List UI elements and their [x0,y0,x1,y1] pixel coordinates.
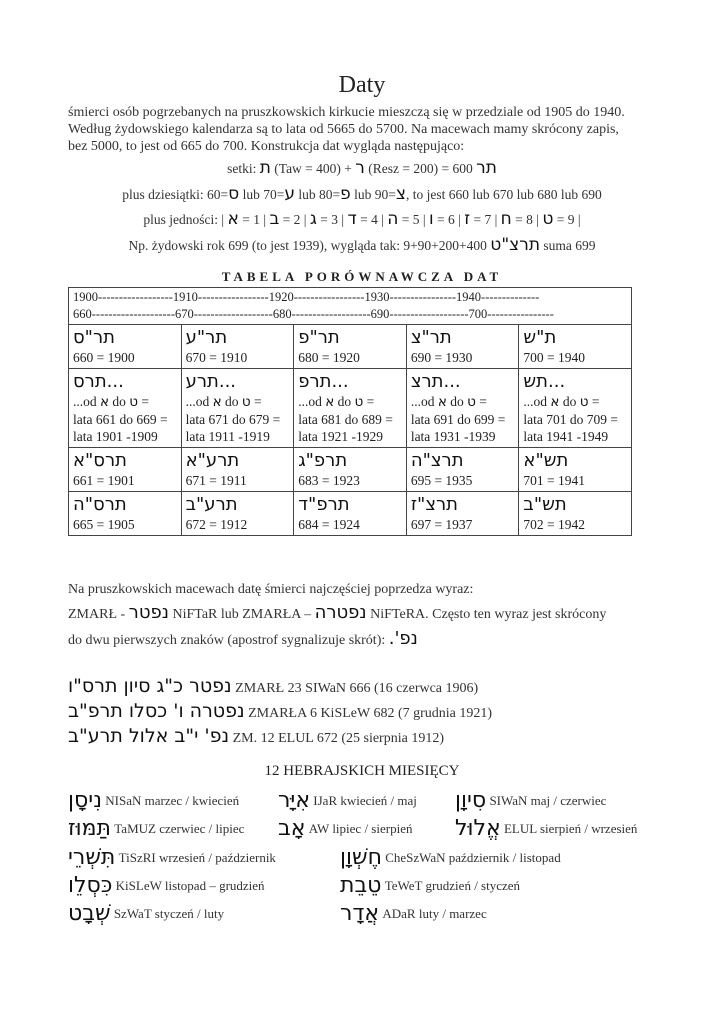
note-line-2 [68,603,606,625]
table-cell [519,448,632,492]
table-title: TABELA PORÓWNAWCZA DAT [221,269,503,284]
months-title: 12 HEBRAJSKICH MIESIĘCY [264,763,460,779]
table-row-examples-1 [69,448,632,492]
table-cell [294,492,407,536]
table-cell [519,369,632,448]
table-cell [181,492,294,536]
plus-sign: + [344,161,352,176]
unit-value: = 7 [473,212,492,227]
table-cell [69,369,182,448]
unit-value: = 4 [360,212,378,227]
page-title: Daty [338,72,386,98]
example-hebrew: תרצ"ט [490,235,540,255]
example-1-hebrew: נפטר כ"ג סיון תרס"ו [68,675,232,697]
month-description: AW lipiec / sierpień [308,821,413,836]
cell-range-letters [411,393,515,411]
month-description: TaMUZ czerwiec / lipiec [114,821,245,836]
intro-line-3: bez 5000, to jest od 665 do 700. Konstrukcja dat wygląda następująco: [68,139,465,154]
table-cell [69,325,182,369]
table-cell [181,325,294,369]
range-od: ...od [73,394,97,409]
cell-year-equivalence: 660 = 1900 [73,350,135,365]
range-do: do [562,394,577,409]
dziesiatki-line [0,184,724,204]
unit-value: = 6 [437,212,455,227]
cell-year-equivalence: 700 = 1940 [523,350,586,365]
table-cell [181,369,294,448]
month-hebrew-name: טֵבֵת [340,873,382,898]
cell-range-letters [73,393,177,411]
alef-letter: א [550,394,560,410]
intro-line-1: śmierci osób pogrzebanych na pruszkowskich kirkucie mieszczą się w przedziale od 1905 do 1940. [68,105,625,120]
cell-year-equivalence: 671 = 1911 [185,473,247,488]
table-cell [69,492,182,536]
dziesiatki-label: plus dziesiątki: 60= [122,187,229,202]
note-abbr-text: do dwu pierwszych znaków (apostrof sygnalizuje skrót): [68,633,386,648]
cell-hebrew-date: תר"פ [298,327,340,348]
range-do: do [225,394,239,409]
example-row-1 [68,675,478,697]
taw-text: (Taw = 400) [274,161,341,176]
unit-letter: ב [269,209,280,229]
cell-hebrew-date: תרפ"ג [298,450,348,471]
example-2-hebrew: נפטרה ו' כסלו תרפ"ב [68,700,245,722]
unit-letter: ט [542,209,554,229]
month-item [278,788,417,813]
cell-year-equivalence: 665 = 1905 [73,517,135,532]
setki-equals: = 600 [441,161,473,176]
dziesiatki-lub-2: lub 80= [298,187,341,202]
month-description: TeWeT grudzień / styczeń [384,878,521,893]
month-item [68,845,276,870]
cell-year-equivalence: 670 = 1910 [185,350,248,365]
alef-letter: א [437,394,447,410]
note-line-3 [68,629,418,651]
cell-hebrew-date: ת"ש [523,327,557,348]
cell-hebrew-date: תרצ"ה [410,450,464,471]
cell-year-equivalence: 684 = 1924 [298,517,360,532]
dziesiatki-tail: , to jest 660 lub 670 lub 680 lub 690 [405,187,602,202]
intro-line-2: Według żydowskiego kalendarza są to lata od 5665 do 5700. Na macewach mamy skrócony zapis, [68,122,619,137]
range-od: ...od [410,394,435,409]
range-eq: = [591,394,600,409]
cell-hebrew-date: תרפ"ד [298,494,350,515]
table-row-examples-2 [69,492,632,536]
month-hebrew-name: אִיָּר [278,788,311,813]
setki-result: תר [476,158,497,178]
month-description: KiSLeW listopad – grudzień [115,878,265,893]
cell-hebrew-prefix: ...תרע [185,371,237,392]
unit-value: = 5 [401,212,420,227]
cell-range-letters [523,393,627,411]
cell-hebrew-date: תרע"ב [185,494,238,515]
samech-letter: ס [228,184,240,204]
unit-letter: ה [387,209,399,229]
month-item [68,901,224,926]
cell-hebrew-date: תרס"ה [73,494,127,515]
cell-hebrew-date: תש"א [523,450,569,471]
alef-letter: א [100,394,110,410]
note-tail: NiFTeRA. Często ten wyraz jest skrócony [370,607,607,622]
table-row-ranges [69,369,632,448]
cell-hebrew-date: תר"צ [410,327,452,348]
cell-year-equivalence: 690 = 1930 [410,350,473,365]
table-cell [69,448,182,492]
table-cell [406,492,519,536]
cell-hebrew-date: תר"ע [185,327,228,348]
range-eq: = [366,394,375,409]
month-hebrew-name: תַּמּוּז [68,816,112,841]
cell-hebrew-date: תש"ב [523,494,567,515]
jednosci-label: plus jedności: [143,212,219,227]
month-description: SIWaN maj / czerwiec [489,793,607,808]
cell-range-hebrew-years: lata 671 do 679 = [185,412,281,427]
cell-range-gregorian-years: lata 1901 -1909 [73,429,158,444]
cell-year-equivalence: 680 = 1920 [298,350,360,365]
tet-letter: ט [467,394,476,410]
setki-label: setki: [227,161,257,176]
abbr-word: נפ'. [388,628,418,649]
unit-value: = 2 [282,212,301,227]
range-eq: = [254,394,262,409]
month-hebrew-name: חֶשְׁוָן [340,845,382,870]
table-cell [519,492,632,536]
example-3-text: ZM. 12 ELUL 672 (25 sierpnia 1912) [232,731,444,746]
example-row-3 [68,725,444,747]
jednosci-line: plus jedności: | א = 1 | ב = 2 | ג = 3 | ד = 4 | ה = 5 | ו = 6 | ז = 7 | ח = 8 | ט = 9 | [143,209,581,229]
example-2-text: ZMARŁA 6 KiSLeW 682 (7 grudnia 1921) [248,706,493,721]
table-row-decades [69,325,632,369]
month-description: CheSzWaN październik / listopad [385,850,561,865]
example-line [0,235,724,255]
unit-letter: ג [309,209,317,229]
cell-year-equivalence: 701 = 1941 [523,473,586,488]
unit-letter: א [227,209,239,229]
cell-year-equivalence: 661 = 1901 [73,473,135,488]
comparison-table [68,287,632,536]
tet-letter: ט [241,394,251,410]
unit-letter: ו [428,209,434,229]
note-line-1: Na pruszkowskich macewach datę śmierci najczęściej poprzedza wyraz: [68,582,474,597]
cell-range-hebrew-years: lata 691 do 699 = [410,412,506,427]
month-hebrew-name: סִיוָן [455,788,487,813]
table-cell [294,325,407,369]
cell-range-letters [298,393,402,411]
cell-range-hebrew-years: lata 701 do 709 = [523,412,619,427]
range-do: do [112,394,126,409]
month-hebrew-name: שְׁבָט [68,901,111,926]
resz-letter: ר [355,158,365,178]
unit-letter: ח [500,209,512,229]
month-item [455,816,637,841]
ruler-gregorian: 1900------------------1910-----------------1920-----------------1930----------------1940-------------- [73,290,540,304]
nifter-word: נפטר [128,602,169,623]
example-text: Np. żydowski rok 699 (to jest 1939), wygląda tak: 9+90+200+400 [128,238,487,253]
month-description: ELUL sierpień / wrzesień [503,821,638,836]
range-od: ...od [298,394,322,409]
niftera-word: נפטרה [314,602,367,623]
example-1-text: ZMARŁ 23 SIWaN 666 (16 czerwca 1906) [235,681,479,696]
range-do: do [450,394,464,409]
taw-letter: ת [259,158,271,178]
tet-letter: ט [579,394,589,410]
ruler-hebrew: 660--------------------670-------------------680-------------------690-------------------700---------------- [73,307,554,321]
tet-letter: ט [354,394,364,410]
alef-letter: א [325,394,335,410]
cell-range-gregorian-years: lata 1921 -1929 [298,429,383,444]
range-od: ...od [185,394,210,409]
note-mid: NiFTaR lub ZMARŁA – [172,607,312,622]
month-item [340,845,561,870]
table-cell [406,369,519,448]
table-cell [519,325,632,369]
example-row-2 [68,700,492,722]
cell-hebrew-date: תרע"א [185,450,240,471]
month-item [340,901,487,926]
range-eq: = [141,394,150,409]
ajin-letter: ע [284,184,295,204]
month-description: IJaR kwiecień / maj [313,793,417,808]
range-do: do [337,394,352,409]
month-hebrew-name: אֱלוּל [455,816,501,841]
table-cell [294,448,407,492]
cell-hebrew-prefix: ...תרס [73,371,124,392]
cell-range-hebrew-years: lata 661 do 669 = [73,412,168,427]
cell-year-equivalence: 697 = 1937 [410,517,473,532]
tet-letter: ט [129,394,139,410]
unit-letter: ד [347,209,357,229]
range-eq: = [479,394,487,409]
month-description: TiSzRI wrzesień / październik [118,850,276,865]
range-od: ...od [523,394,548,409]
month-hebrew-name: תִּשְׁרֵי [68,845,116,870]
cell-range-hebrew-years: lata 681 do 689 = [298,412,393,427]
cell-range-gregorian-years: lata 1931 -1939 [410,429,496,444]
example-sum: suma 699 [543,238,596,253]
month-description: ADaR luty / marzec [382,906,487,921]
table-cell [181,448,294,492]
table-cell [406,448,519,492]
month-description: NISaN marzec / kwiecień [105,793,240,808]
month-hebrew-name: כִּסְלֵו [68,873,113,898]
cell-hebrew-prefix: ...תרצ [410,371,461,392]
cell-hebrew-date: תרס"א [73,450,127,471]
dziesiatki-lub-1: lub 70= [242,187,285,202]
month-item [68,816,244,841]
cell-hebrew-date: תר"ס [73,327,115,348]
resz-text: (Resz = 200) [368,161,439,176]
cell-hebrew-prefix: ...תש [523,371,566,392]
cell-year-equivalence: 672 = 1912 [185,517,248,532]
year-ruler [69,288,632,325]
unit-letter: ז [464,209,471,229]
pe-letter: פ [340,184,351,204]
cell-year-equivalence: 683 = 1923 [298,473,360,488]
month-item [68,873,265,898]
month-hebrew-name: אָב [278,816,306,841]
alef-letter: א [212,394,222,410]
table-cell [406,325,519,369]
month-item [340,873,520,898]
cadi-letter: צ [395,184,406,204]
unit-value: = 9 [556,212,575,227]
cell-range-gregorian-years: lata 1911 -1919 [185,429,270,444]
cell-year-equivalence: 702 = 1942 [523,517,586,532]
zmarl-text: ZMARŁ - [68,607,126,622]
month-hebrew-name: אֲדָר [340,901,380,926]
month-description: SzWaT styczeń / luty [113,906,225,921]
table-cell [294,369,407,448]
unit-value: = 8 [515,212,533,227]
month-item [68,788,239,813]
example-3-hebrew: נפ' י"ב אלול תרע"ב [68,725,230,747]
cell-hebrew-date: תרצ"ז [410,494,458,515]
month-item [278,816,412,841]
cell-range-letters [186,393,290,411]
cell-year-equivalence: 695 = 1935 [410,473,473,488]
month-item [455,788,606,813]
cell-hebrew-prefix: ...תרפ [298,371,349,392]
cell-range-gregorian-years: lata 1941 -1949 [523,429,609,444]
unit-value: = 3 [320,212,338,227]
dziesiatki-lub-3: lub 90= [354,187,396,202]
month-hebrew-name: נִיסָן [68,788,102,813]
setki-line [0,158,724,178]
unit-value: = 1 [242,212,260,227]
